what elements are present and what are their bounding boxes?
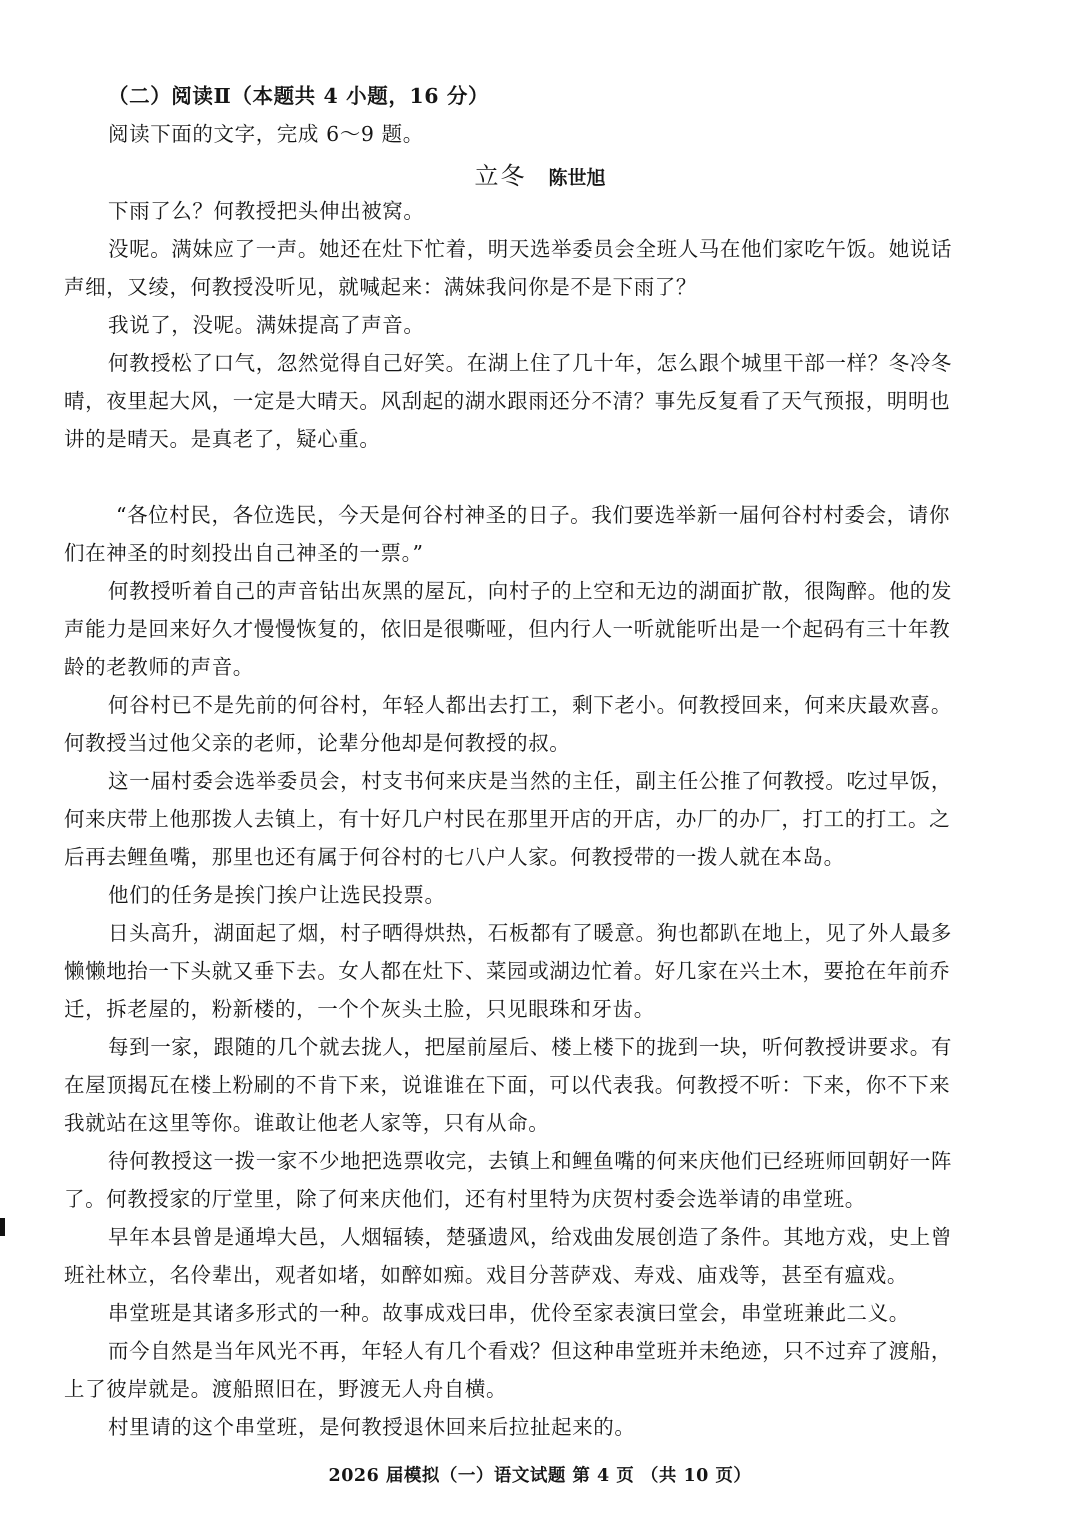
- paragraph-line: 何教授当过他父亲的老师，论辈分他却是何教授的叔。: [64, 731, 571, 755]
- paragraph-line: “各位村民，各位选民，今天是何谷村神圣的日子。我们要选举新一届何谷村村委会，请你: [116, 503, 950, 527]
- paragraph-line: 迁，拆老屋的，粉新楼的，一个个灰头土脸，只见眼珠和牙齿。: [64, 997, 655, 1021]
- paragraph-line: 何教授听着自己的声音钻出灰黑的屋瓦，向村子的上空和无边的湖面扩散，很陶醉。他的发: [108, 579, 952, 603]
- paragraph-line: 我就站在这里等你。谁敢让他老人家等，只有从命。: [64, 1111, 550, 1135]
- paragraph-line: 龄的老教师的声音。: [64, 655, 254, 679]
- paragraph-line: 声能力是回来好久才慢慢恢复的，依旧是很嘶哑，但内行人一听就能听出是一个起码有三十年教: [64, 617, 951, 641]
- paragraph-line: 懒懒地抬一下头就又垂下去。女人都在灶下、菜园或湖边忙着。好几家在兴土木，要抢在年前乔: [64, 959, 951, 983]
- paragraph-line: 晴，夜里起大风，一定是大晴天。风刮起的湖水跟雨还分不清？事先反复看了天气预报，明明也: [64, 389, 951, 413]
- paragraph-line: 下雨了么？何教授把头伸出被窝。: [108, 199, 425, 223]
- paragraph-line: 而今自然是当年风光不再，年轻人有几个看戏？但这种串堂班并未绝迹，只不过弃了渡船，: [108, 1339, 952, 1363]
- article-title-block: [0, 156, 1080, 191]
- section-instruction: 阅读下面的文字，完成 6～9 题。: [108, 122, 424, 146]
- paragraph-line: 何教授松了口气，忽然觉得自己好笑。在湖上住了几十年，怎么跟个城里干部一样？冬冷冬: [108, 351, 952, 375]
- paragraph-line: 在屋顶揭瓦在楼上粉刷的不肯下来，说谁谁在下面，可以代表我。何教授不听：下来，你不下来: [64, 1073, 951, 1097]
- paragraph-line: 这一届村委会选举委员会，村支书何来庆是当然的主任，副主任公推了何教授。吃过早饭，: [108, 769, 952, 793]
- paragraph-line: 何来庆带上他那拨人去镇上，有十好几户村民在那里开店的开店，办厂的办厂，打工的打工。之: [64, 807, 951, 831]
- paragraph-line: 们在神圣的时刻投出自己神圣的一票。”: [64, 541, 424, 565]
- paragraph-line: 我说了，没呢。满妹提高了声音。: [108, 313, 425, 337]
- paragraph-line: 早年本县曾是通埠大邑，人烟辐辏，楚骚遗风，给戏曲发展创造了条件。其地方戏，史上曾: [108, 1225, 952, 1249]
- paragraph-line: 后再去鲤鱼嘴，那里也还有属于何谷村的七八户人家。何教授带的一拨人就在本岛。: [64, 845, 845, 869]
- paragraph-line: 每到一家，跟随的几个就去拢人，把屋前屋后、楼上楼下的拢到一块，听何教授讲要求。有: [108, 1035, 952, 1059]
- paragraph-line: 没呢。满妹应了一声。她还在灶下忙着，明天选举委员会全班人马在他们家吃午饭。她说话: [108, 237, 952, 261]
- article-author: 陈世旭: [548, 167, 606, 189]
- paragraph-line: 他们的任务是挨门挨户让选民投票。: [108, 883, 446, 907]
- paragraph-line: 班社林立，名伶辈出，观者如堵，如醉如痴。戏目分菩萨戏、寿戏、庙戏等，甚至有瘟戏。: [64, 1263, 908, 1287]
- paragraph-line: 日头高升，湖面起了烟，村子晒得烘热，石板都有了暖意。狗也都趴在地上，见了外人最多: [108, 921, 952, 945]
- paragraph-line: 何谷村已不是先前的何谷村，年轻人都出去打工，剩下老小。何教授回来，何来庆最欢喜。: [108, 693, 952, 717]
- page-footer: 2026 届模拟（一）语文试题 第 4 页 （共 10 页）: [328, 1466, 752, 1486]
- paragraph-line: 待何教授这一拨一家不少地把选票收完，去镇上和鲤鱼嘴的何来庆他们已经班师回朝好一阵: [108, 1149, 952, 1173]
- paragraph-line: 讲的是晴天。是真老了，疑心重。: [64, 427, 381, 451]
- paragraph-line: 了。何教授家的厅堂里，除了何来庆他们，还有村里特为庆贺村委会选举请的串堂班。: [64, 1187, 866, 1211]
- paragraph-line: 上了彼岸就是。渡船照旧在，野渡无人舟自横。: [64, 1377, 508, 1401]
- paragraph-line: 声细，又绫，何教授没听见，就喊起来：满妹我问你是不是下雨了？: [64, 275, 697, 299]
- section-heading: （二）阅读Ⅱ（本题共 4 小题，16 分）: [108, 84, 490, 108]
- paragraph-line: 村里请的这个串堂班，是何教授退休回来后拉扯起来的。: [108, 1415, 636, 1439]
- scan-margin-mark: [0, 1218, 5, 1236]
- paragraph-line: 串堂班是其诸多形式的一种。故事成戏曰串，优伶至家表演曰堂会，串堂班兼此二义。: [108, 1301, 910, 1325]
- article-title: 立冬: [474, 162, 527, 190]
